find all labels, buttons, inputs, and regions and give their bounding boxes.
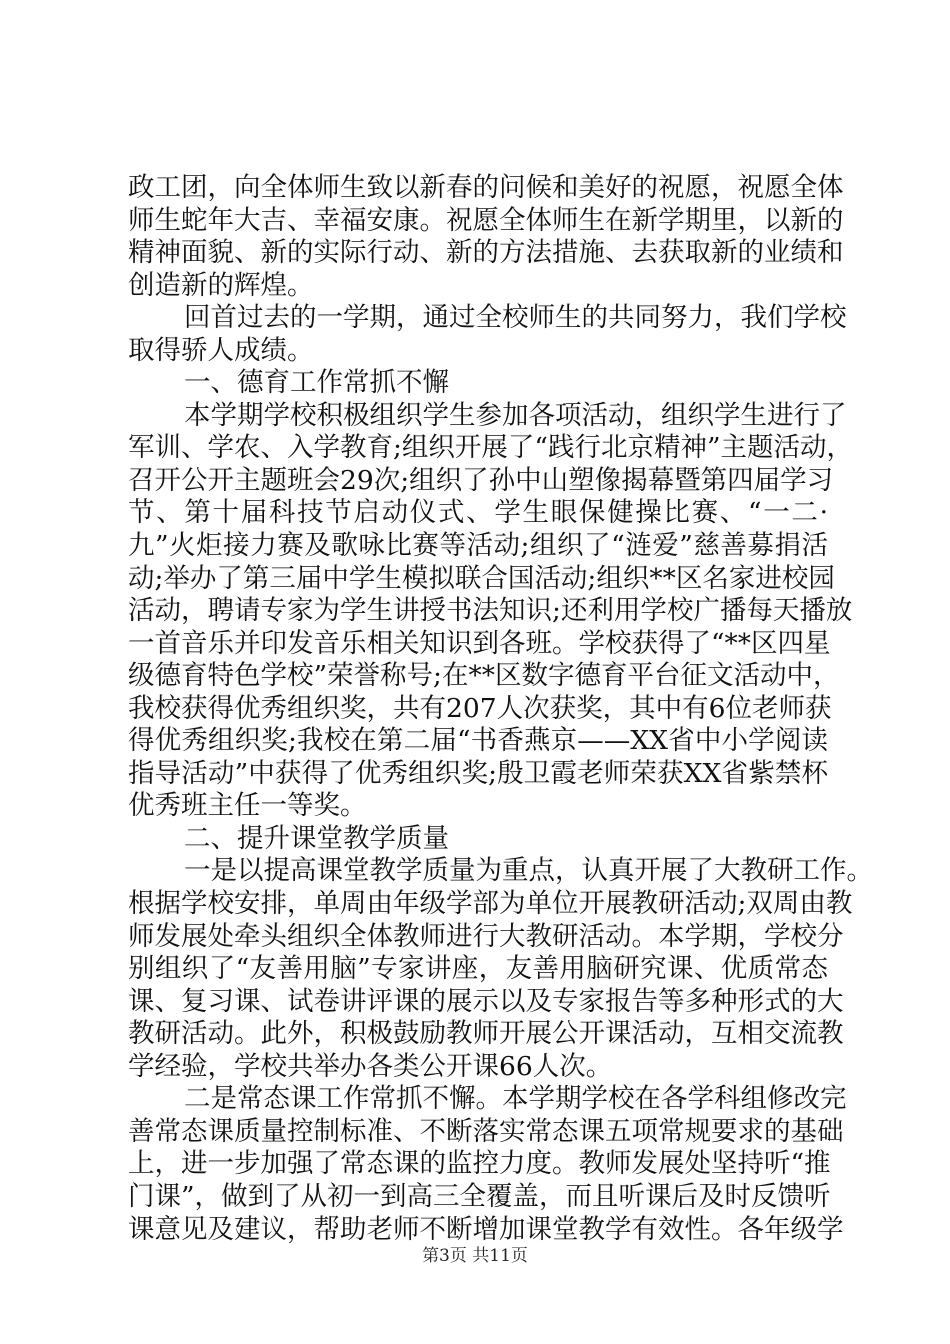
text-line: 精神面貌、新的实际行动、新的方法措施、去获取新的业绩和 [128, 237, 844, 269]
text-line: 别组织了“友善用脑”专家讲座，友善用脑研究课、优质常态 [128, 953, 828, 985]
text-line: 一是以提高课堂教学质量为重点，认真开展了大教研工作。 [184, 855, 873, 887]
text-line: 级德育特色学校”荣誉称号;在**区数字德育平台征文活动中， [128, 660, 840, 692]
text-line: 门课”，做到了从初一到高三全覆盖，而且听课后及时反馈听 [128, 1180, 831, 1212]
text-line: 创造新的辉煌。 [128, 269, 314, 301]
text-line: 根据学校安排，单周由年级学部为单位开展教研活动;双周由教 [128, 888, 853, 920]
text-line: 召开公开主题班会29次;组织了孙中山塑像揭幕暨第四届学习 [128, 464, 834, 496]
text-line: 得优秀组织奖;我校在第二届“书香燕京——XX省中小学阅读 [128, 725, 828, 757]
text-line: 回首过去的一学期，通过全校师生的共同努力，我们学校 [184, 302, 847, 334]
text-line: 我校获得优秀组织奖，共有207人次获奖，其中有6位老师获 [128, 692, 832, 724]
text-line: 一首音乐并印发音乐相关知识到各班。学校获得了“**区四星 [128, 627, 831, 659]
text-line: 动;举办了第三届中学生模拟联合国活动;组织**区名家进校园 [128, 562, 835, 594]
text-line: 优秀班主任一等奖。 [128, 790, 367, 822]
text-line: 师发展处牵头组织全体教师进行大教研活动。本学期，学校分 [128, 920, 844, 952]
document-body [128, 172, 873, 1246]
text-line: 节、第十届科技节启动仪式、学生眼保健操比赛、“一二· [128, 497, 828, 529]
text-line: 活动，聘请专家为学生讲授书法知识;还利用学校广播每天播放 [128, 595, 853, 627]
text-line: 善常态课质量控制标准、不断落实常态课五项常规要求的基础 [128, 1115, 844, 1147]
text-line: 本学期学校积极组织学生参加各项活动，组织学生进行了 [184, 399, 847, 431]
text-line: 九”火炬接力赛及歌咏比赛等活动;组织了“涟爱”慈善募捐活 [128, 530, 828, 562]
text-line: 教研活动。此外，积极鼓励教师开展公开课活动，互相交流教 [128, 1018, 844, 1050]
text-line: 上，进一步加强了常态课的监控力度。教师发展处坚持听“推 [128, 1148, 831, 1180]
text-line: 课意见及建议，帮助老师不断增加课堂教学有效性。各年级学 [128, 1213, 844, 1245]
text-line: 政工团，向全体师生致以新春的问候和美好的祝愿，祝愿全体 [128, 172, 844, 203]
text-line: 课、复习课、试卷讲评课的展示以及专家报告等多种形式的大 [128, 985, 844, 1017]
text-line: 学经验，学校共举办各类公开课66人次。 [128, 1050, 613, 1082]
text-line: 军训、学农、入学教育;组织开展了“践行北京精神”主题活动， [128, 432, 854, 464]
section-heading: 二、提升课堂教学质量 [184, 822, 449, 854]
text-line: 二是常态课工作常抓不懈。本学期学校在各学科组修改完 [184, 1083, 847, 1115]
text-line: 取得骄人成绩。 [128, 334, 314, 366]
text-line: 指导活动”中获得了优秀组织奖;殷卫霞老师荣获XX省紫禁杯 [128, 757, 828, 789]
page-footer: 第3页 共11页 [422, 1246, 528, 1266]
text-line: 师生蛇年大吉、幸福安康。祝愿全体师生在新学期里，以新的 [128, 204, 844, 236]
section-heading: 一、德育工作常抓不懈 [184, 367, 449, 399]
